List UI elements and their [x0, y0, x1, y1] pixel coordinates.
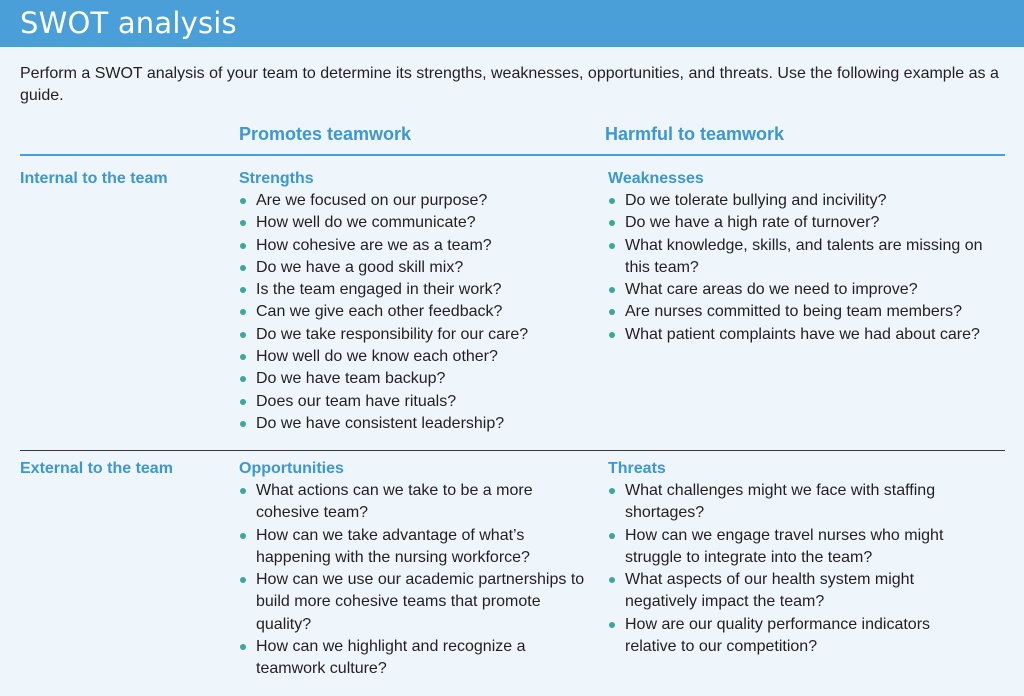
list-item — [608, 480, 964, 525]
list-item-text: What patient complaints have we had about care? — [625, 325, 980, 343]
list-item — [608, 525, 964, 570]
weaknesses-list — [608, 190, 1008, 346]
bullet-icon — [240, 644, 246, 650]
column-header-promotes: Promotes teamwork — [239, 124, 412, 144]
bullet-icon — [240, 332, 246, 338]
list-item — [239, 636, 594, 681]
list-item — [608, 614, 964, 659]
strengths-heading: Strengths — [239, 170, 314, 187]
list-item-text: How can we engage travel nurses who might struggle to integrate into the team? — [625, 526, 944, 566]
list-item — [608, 301, 1008, 323]
row-label-internal: Internal to the team — [20, 170, 168, 187]
list-item-text: Can we give each other feedback? — [256, 303, 503, 321]
bullet-icon — [240, 243, 246, 249]
bullet-icon — [609, 533, 615, 539]
list-item-text: Does our team have rituals? — [256, 392, 457, 410]
list-item-text: How well do we know each other? — [256, 348, 498, 366]
list-item — [239, 235, 589, 257]
bullet-icon — [240, 354, 246, 360]
list-item — [239, 324, 589, 346]
list-item-text: How can we take advantage of what’s happening with the nursing workforce? — [256, 526, 530, 566]
list-item — [239, 257, 589, 279]
bullet-icon — [609, 309, 615, 315]
list-item — [239, 480, 594, 525]
list-item-text: How can we highlight and recognize a teamwork culture? — [256, 638, 526, 678]
bullet-icon — [609, 287, 615, 293]
row-label-external: External to the team — [20, 460, 173, 477]
header-divider — [20, 154, 1005, 156]
list-item — [239, 190, 589, 212]
list-item — [239, 368, 589, 390]
weaknesses-section — [608, 168, 1008, 346]
list-item — [239, 391, 589, 413]
list-item — [608, 212, 1008, 234]
list-item — [239, 413, 589, 435]
opportunities-list — [239, 480, 594, 681]
list-item — [239, 525, 594, 570]
list-item — [608, 569, 964, 614]
list-item — [608, 279, 1008, 301]
strengths-list — [239, 190, 589, 435]
list-item-text: Do we take responsibility for our care? — [256, 325, 529, 343]
list-item-text: Do we have a high rate of turnover? — [625, 214, 880, 232]
list-item-text: Do we have a good skill mix? — [256, 258, 464, 276]
list-item — [608, 235, 1008, 280]
bullet-icon — [240, 421, 246, 427]
title-bar — [0, 0, 1024, 47]
bullet-icon — [240, 220, 246, 226]
list-item-text: What knowledge, skills, and talents are missing on this team? — [625, 236, 983, 276]
list-item-text: How can we use our academic partnerships to build more cohesive teams that promote quality? — [256, 571, 585, 633]
bullet-icon — [609, 332, 615, 338]
list-item — [239, 212, 589, 234]
list-item — [239, 301, 589, 323]
bullet-icon — [240, 287, 246, 293]
intro-text: Perform a SWOT analysis of your team to determine its strengths, weaknesses, opportunities, and threats. Use the following example as a guide. — [20, 65, 999, 104]
list-item-text: What actions can we take to be a more cohesive team? — [256, 482, 533, 522]
list-item — [608, 190, 1008, 212]
threats-list — [608, 480, 964, 658]
page-title: SWOT analysis — [20, 6, 237, 40]
bullet-icon — [609, 488, 615, 494]
list-item-text: What care areas do we need to improve? — [625, 281, 918, 299]
bullet-icon — [240, 376, 246, 382]
threats-section — [608, 458, 964, 658]
row-divider — [20, 450, 1005, 451]
bullet-icon — [240, 577, 246, 583]
bullet-icon — [609, 220, 615, 226]
list-item-text: Do we tolerate bullying and incivility? — [625, 192, 887, 209]
list-item-text: Do we have team backup? — [256, 370, 446, 388]
list-item-text: How are our quality performance indicators relative to our competition? — [625, 615, 931, 656]
list-item-text: How cohesive are we as a team? — [256, 236, 492, 254]
weaknesses-heading: Weaknesses — [608, 170, 704, 187]
list-item — [608, 324, 1008, 346]
list-item-text: Are we focused on our purpose? — [256, 192, 488, 209]
bullet-icon — [609, 243, 615, 249]
list-item — [239, 279, 589, 301]
list-item-text: What aspects of our health system might negatively impact the team? — [625, 571, 915, 611]
list-item-text: What challenges might we face with staffing shortages? — [625, 482, 936, 522]
strengths-section — [239, 168, 589, 435]
threats-heading: Threats — [608, 460, 666, 477]
list-item-text: Is the team engaged in their work? — [256, 281, 502, 299]
bullet-icon — [240, 198, 246, 204]
bullet-icon — [240, 533, 246, 539]
bullet-icon — [609, 622, 615, 628]
list-item-text: Are nurses committed to being team members? — [625, 303, 963, 321]
list-item — [239, 569, 594, 636]
opportunities-section — [239, 458, 594, 681]
bullet-icon — [240, 399, 246, 405]
bullet-icon — [240, 309, 246, 315]
list-item — [239, 346, 589, 368]
list-item-text: How well do we communicate? — [256, 214, 476, 232]
bullet-icon — [609, 198, 615, 204]
column-header-harmful: Harmful to teamwork — [605, 124, 785, 144]
bullet-icon — [240, 488, 246, 494]
list-item-text: Do we have consistent leadership? — [256, 414, 505, 432]
bullet-icon — [609, 577, 615, 583]
opportunities-heading: Opportunities — [239, 460, 344, 477]
bullet-icon — [240, 265, 246, 271]
